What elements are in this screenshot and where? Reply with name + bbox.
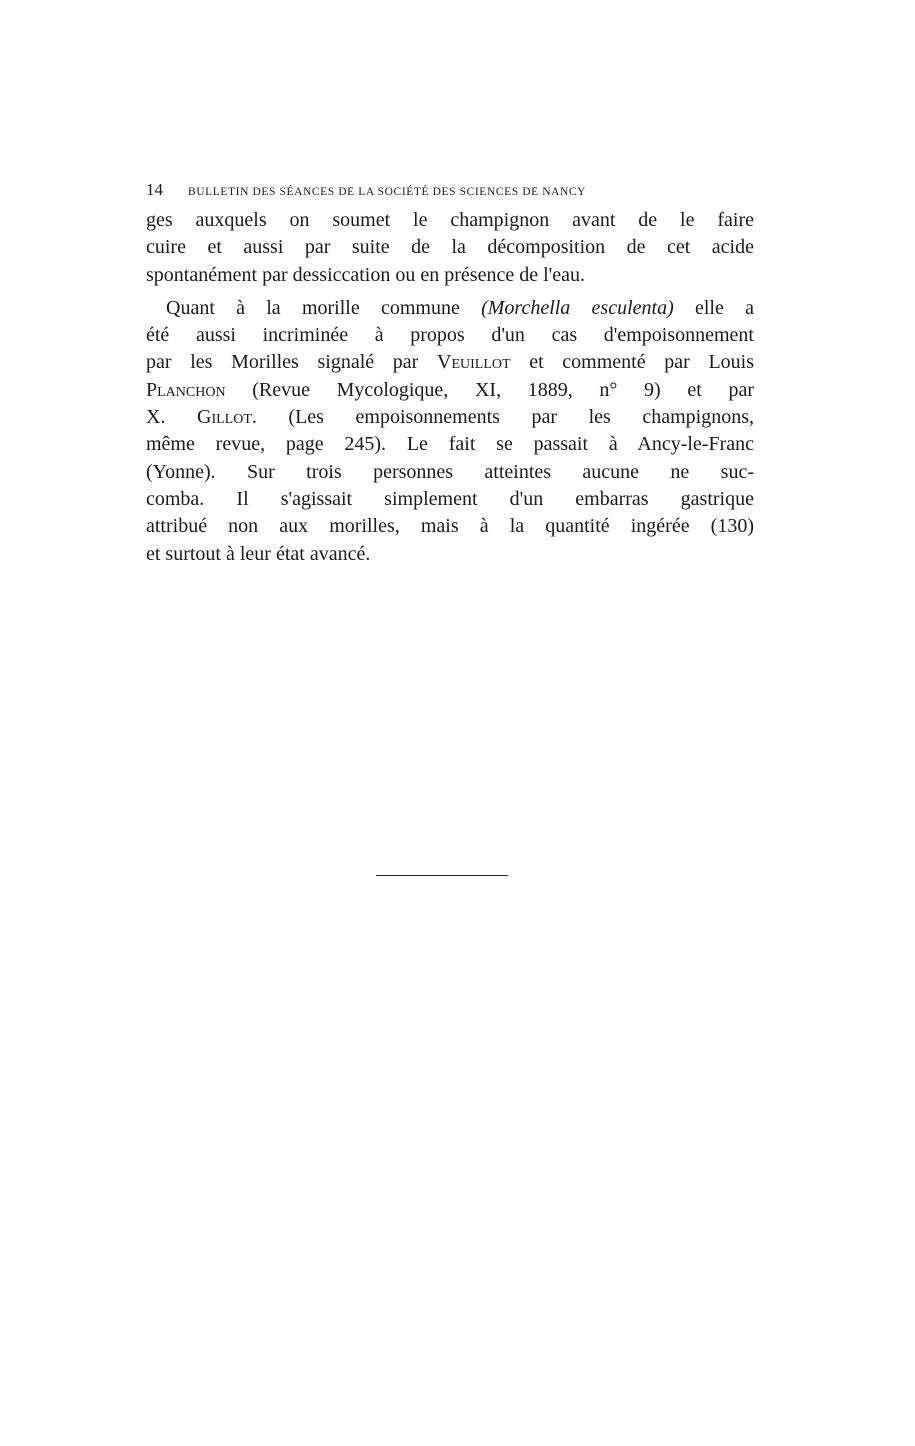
text-span: Quant à la morille commune [166,296,482,319]
author-name: Gillot [197,406,252,429]
body-text [146,207,754,568]
species-name: (Morchella esculenta) [481,296,674,319]
text-span: par les Morilles signalé par [146,351,437,374]
text-line: ges auxquels on soumet le champignon avant de le faire [146,209,754,231]
text-span: X. [146,406,197,429]
author-name: Veuillot [437,351,511,374]
page-number: 14 [146,180,163,199]
paragraph-morille [146,295,754,568]
running-head [146,180,756,200]
text-span: (Revue Mycologique, XI, 1889, n° 9) et par [225,378,754,401]
end-rule [376,875,508,876]
text-line: (Yonne). Sur trois personnes atteintes aucune ne suc- [146,460,754,483]
text-line: et surtout à leur état avancé. [146,542,371,565]
text-line: été aussi incriminée à propos d'un cas d'empoisonnement [146,324,754,347]
text-span: et commenté par Louis [510,351,754,374]
text-line [146,404,754,431]
text-line: attribué non aux morilles, mais à la quantité ingérée (130) [146,515,754,538]
text-line [146,377,754,404]
text-span: elle a [673,296,754,319]
text-line: même revue, page 245). Le fait se passait à Ancy-le-Franc [146,433,754,456]
paragraph-continuation [146,207,754,289]
running-title: BULLETIN DES SÉANCES DE LA SOCIÉTÉ DES SCIENCES DE NANCY [188,186,587,198]
text-line [146,295,754,322]
text-span: . (Les empoisonnements par les champignons, [251,406,754,429]
text-line: comba. Il s'agissait simplement d'un embarras gastrique [146,487,754,510]
text-line: cuire et aussi par suite de la décomposition de cet acide [146,236,754,259]
text-line [146,349,754,376]
text-line: spontanément par dessiccation ou en présence de l'eau. [146,263,585,286]
author-name: Planchon [146,378,226,401]
